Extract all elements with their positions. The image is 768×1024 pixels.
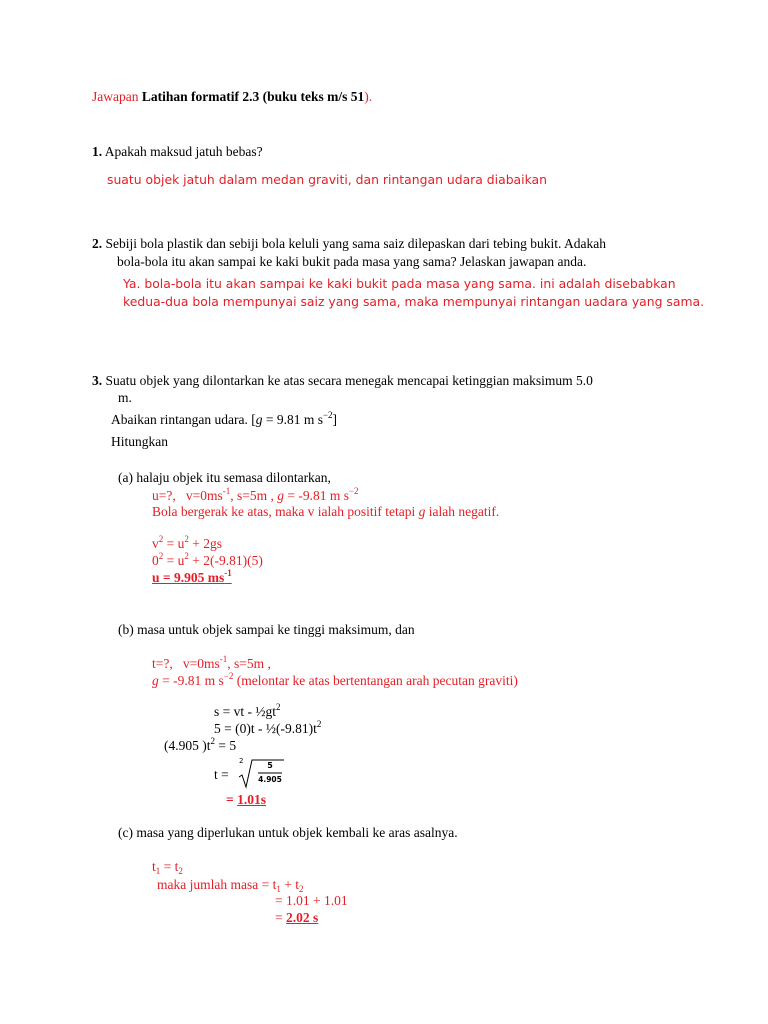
eq2-exp: 2 bbox=[158, 551, 164, 561]
g-note: (melontar ke atas bertentangan arah pecutan graviti) bbox=[233, 673, 518, 688]
question-3-number: 3. bbox=[92, 373, 103, 388]
given-s-b: , s=5m , bbox=[227, 656, 271, 671]
g-exp-b: −2 bbox=[223, 671, 234, 681]
result-t-eq: = bbox=[226, 792, 238, 807]
eq2-mid: = u bbox=[163, 553, 185, 568]
answer-1: suatu objek jatuh dalam medan graviti, dan rintangan udara diabaikan bbox=[107, 172, 548, 187]
eq-c-2-s2: 2 bbox=[298, 884, 304, 894]
question-2-line-1 bbox=[92, 235, 606, 252]
question-3-line-2: m. bbox=[118, 390, 132, 405]
part-c-result bbox=[275, 909, 318, 926]
part-c-question: (c) masa yang diperlukan untuk objek kembali ke aras asalnya. bbox=[118, 825, 458, 840]
result-total: 2.02 s bbox=[286, 910, 319, 925]
result-total-eq: = bbox=[275, 910, 286, 925]
answer-2-line-2: kedua-dua bola mempunyai saiz yang sama, maka mempunyai rintangan uadara yang sama. bbox=[123, 294, 705, 309]
eq2-exp2: 2 bbox=[184, 551, 189, 561]
given-v: v=0ms bbox=[185, 488, 223, 503]
title-close: ). bbox=[364, 89, 373, 104]
title-answer-word: Jawapan bbox=[92, 89, 139, 104]
given-v-b-exp: -1 bbox=[219, 654, 228, 664]
eq-c-1-mid: = t bbox=[160, 859, 179, 874]
calculate-label: Hitungkan bbox=[111, 434, 168, 449]
note-post: ialah negatif. bbox=[425, 504, 500, 519]
fraction-numerator: 5 bbox=[267, 761, 273, 770]
root-index: 2 bbox=[239, 757, 244, 765]
eq2-end: + 2(-9.81)(5) bbox=[188, 553, 263, 568]
question-3-text-1: Suatu objek yang dilontarkan ke atas secara menegak mencapai ketinggian maksimum 5.0 bbox=[102, 373, 593, 388]
question-1 bbox=[92, 143, 263, 160]
question-2-number: 2. bbox=[92, 236, 103, 251]
given-t: t=?, bbox=[152, 656, 173, 671]
eq2-a: 0 bbox=[152, 553, 159, 568]
part-a-equation-2 bbox=[152, 552, 263, 569]
g-value-b: = -9.81 m s bbox=[158, 673, 224, 688]
g-value: = 9.81 m s bbox=[262, 412, 323, 427]
ignore-suffix: ] bbox=[332, 412, 338, 427]
eq1-exp: 2 bbox=[158, 534, 164, 544]
part-a-given bbox=[152, 487, 359, 504]
question-3-line-1 bbox=[92, 372, 593, 389]
page-title bbox=[92, 88, 372, 105]
part-a-equation-1 bbox=[152, 535, 222, 552]
part-b-given bbox=[152, 655, 271, 672]
question-1-number: 1. bbox=[92, 144, 103, 159]
eq1-end: + 2gs bbox=[188, 536, 222, 551]
given-g: = -9.81 m s bbox=[283, 488, 349, 503]
eq-c-2-pre: maka jumlah masa = t bbox=[157, 877, 277, 892]
part-a-question: (a) halaju objek itu semasa dilontarkan, bbox=[118, 470, 331, 485]
eq1-v: v bbox=[152, 536, 159, 551]
given-s: , s=5m , bbox=[230, 488, 274, 503]
result-t: 1.01s bbox=[237, 792, 266, 807]
eq1-mid: = u bbox=[163, 536, 185, 551]
question-1-text: Apakah maksud jatuh bebas? bbox=[102, 144, 263, 159]
eq-c-1-s1: 1 bbox=[155, 866, 161, 876]
given-v-exp: -1 bbox=[222, 486, 231, 496]
given-g-symbol: g bbox=[277, 488, 284, 503]
result-u: u = 9.905 ms bbox=[152, 570, 225, 585]
part-b-question: (b) masa untuk objek sampai ke tinggi maksimum, dan bbox=[118, 622, 415, 637]
g-symbol: g bbox=[255, 412, 263, 427]
eq-b-3: (4.905 )t bbox=[164, 738, 211, 753]
note-g: g bbox=[418, 504, 426, 519]
ignore-air-resistance bbox=[111, 411, 337, 428]
part-a-result bbox=[152, 569, 232, 586]
part-b-equation-3 bbox=[164, 737, 236, 754]
question-2-text-1: Sebiji bola plastik dan sebiji bola keluli yang sama saiz dilepaskan dari tebing bukit. Adakah bbox=[102, 236, 607, 251]
part-b-gravity bbox=[152, 672, 518, 689]
eq-c-1-s2: 2 bbox=[178, 866, 183, 876]
ignore-prefix: Abaikan rintangan udara. [ bbox=[111, 412, 256, 427]
part-b-equation-1 bbox=[214, 703, 281, 720]
part-c-equation-2 bbox=[157, 876, 303, 893]
part-b-t-label: t = bbox=[214, 767, 229, 782]
fraction-denominator: 4.905 bbox=[258, 775, 282, 784]
part-b-equation-2 bbox=[214, 720, 321, 737]
eq-b-3-exp: 2 bbox=[210, 736, 215, 746]
g-exponent: −2 bbox=[322, 410, 333, 420]
eq-b-1: s = vt - ½gt bbox=[214, 704, 276, 719]
eq1-exp2: 2 bbox=[184, 534, 189, 544]
eq-c-2-mid: + t bbox=[280, 877, 299, 892]
result-u-exp: -1 bbox=[224, 568, 232, 578]
eq-b-3-end: = 5 bbox=[215, 738, 237, 753]
given-v-b: v=0ms bbox=[182, 656, 220, 671]
note-pre: Bola bergerak ke atas, maka v ialah positif tetapi bbox=[152, 504, 419, 519]
eq-b-1-exp: 2 bbox=[276, 702, 281, 712]
part-a-note bbox=[152, 503, 499, 520]
g-symbol-b: g bbox=[152, 673, 159, 688]
part-b-result bbox=[226, 791, 266, 808]
square-root-formula bbox=[236, 756, 306, 790]
title-main: Latihan formatif 2.3 (buku teks m/s 51 bbox=[138, 89, 365, 104]
eq-c-1-t: t bbox=[152, 859, 156, 874]
answer-2-line-1: Ya. bola-bola itu akan sampai ke kaki bukit pada masa yang sama. ini adalah disebabkan bbox=[123, 276, 676, 291]
question-2-line-2: bola-bola itu akan sampai ke kaki bukit pada masa yang sama? Jelaskan jawapan anda. bbox=[117, 254, 587, 269]
part-c-equation-3: = 1.01 + 1.01 bbox=[275, 893, 348, 908]
eq-c-2-s1: 1 bbox=[276, 884, 281, 894]
part-c-equation-1 bbox=[152, 858, 183, 875]
eq-b-2-exp: 2 bbox=[316, 719, 322, 729]
eq-b-2: 5 = (0)t - ½(-9.81)t bbox=[214, 721, 317, 736]
given-g-exp: −2 bbox=[348, 486, 359, 496]
given-u: u=?, bbox=[152, 488, 176, 503]
